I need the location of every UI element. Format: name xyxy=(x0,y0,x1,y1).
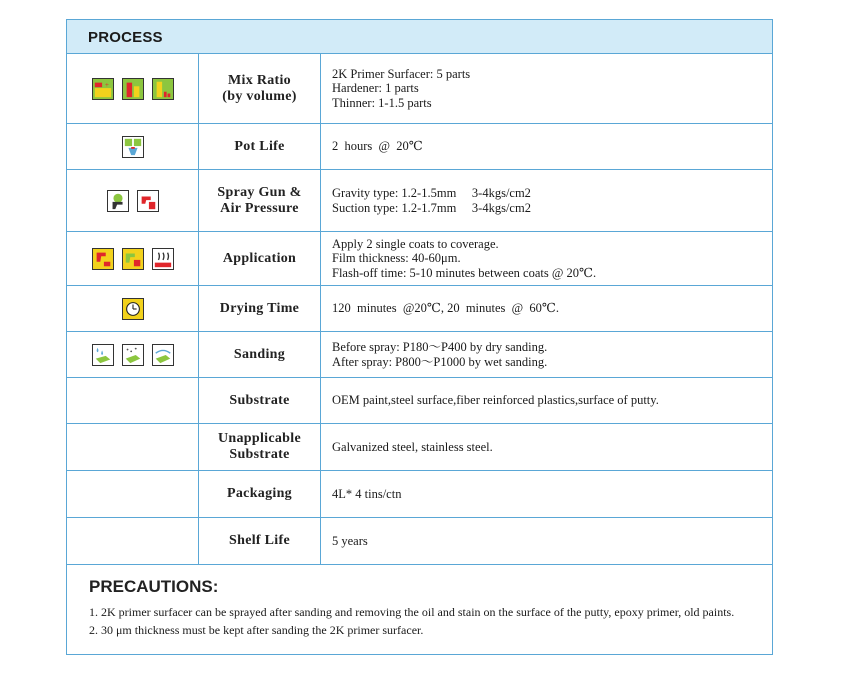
process-row xyxy=(67,232,772,286)
row-label xyxy=(199,424,321,470)
mix-ratio-hardener-icon xyxy=(122,78,144,100)
row-value-line: Apply 2 single coats to coverage. xyxy=(332,236,499,251)
row-value-line: Gravity type: 1.2-1.5mm 3-4kgs/cm2 xyxy=(332,186,531,200)
process-row xyxy=(67,286,772,332)
process-sheet xyxy=(66,19,773,655)
process-header xyxy=(67,20,772,54)
row-label-line: Spray Gun & xyxy=(217,184,302,200)
mix-ratio-primer-icon xyxy=(92,78,114,100)
row-icon-cell xyxy=(67,54,199,123)
film-thickness-icon xyxy=(122,248,144,270)
row-value-line: Before spray: P180～P400 by dry sanding. xyxy=(332,340,548,354)
row-value-line: Suction type: 1.2-1.7mm 3-4kgs/cm2 xyxy=(332,200,531,215)
row-label-line: Substrate xyxy=(229,392,290,408)
row-label-line: Shelf Life xyxy=(229,533,290,548)
row-label-line: Application xyxy=(222,250,297,266)
row-icon-cell xyxy=(67,424,199,470)
row-icon-cell xyxy=(67,518,199,564)
row-value xyxy=(321,54,772,123)
row-label xyxy=(199,471,321,517)
row-value-line: Hardener: 1 parts xyxy=(332,81,419,96)
pot-life-icon xyxy=(122,136,144,158)
svg-text:+: + xyxy=(104,80,109,89)
row-label xyxy=(199,286,321,331)
clock-icon xyxy=(122,298,144,320)
row-value-line: 2K Primer Surfacer: 5 parts xyxy=(332,66,471,81)
process-row xyxy=(67,124,772,170)
process-row xyxy=(67,471,772,518)
row-value xyxy=(321,332,772,377)
flash-off-icon xyxy=(152,248,174,270)
row-label-line: Packaging xyxy=(227,486,292,501)
row-value-line: 4L* 4 tins/ctn xyxy=(332,486,402,501)
row-label xyxy=(199,54,321,123)
row-label xyxy=(199,232,321,285)
dry-sanding-icon xyxy=(122,344,144,366)
wet-sanding-icon xyxy=(92,344,114,366)
row-label-line: Substrate xyxy=(229,447,290,462)
precautions-title: PRECAUTIONS: xyxy=(89,577,219,596)
hand-sanding-icon xyxy=(152,344,174,366)
row-icon-cell xyxy=(67,124,199,169)
row-label-line: Mix Ratio xyxy=(228,72,291,88)
row-icon-cell xyxy=(67,378,199,423)
row-label-line: Unapplicable xyxy=(218,431,301,446)
row-value xyxy=(321,170,772,231)
coats-icon xyxy=(92,248,114,270)
precaution-item-2: 2. 30 μm thickness must be kept after sanding the 2K primer surfacer. xyxy=(89,623,424,637)
row-label-line: (by volume) xyxy=(222,88,297,104)
mix-ratio-thinner-icon xyxy=(152,78,174,100)
row-value-line: After spray: P800～P1000 by wet sanding. xyxy=(332,354,548,369)
precautions-section xyxy=(67,565,772,655)
row-label-line: Pot Life xyxy=(234,138,285,154)
row-value-line: 2 hours @ 20℃ xyxy=(332,139,423,154)
row-icon-cell xyxy=(67,286,199,331)
process-title: PROCESS xyxy=(88,29,163,46)
row-icon-cell xyxy=(67,170,199,231)
row-value-line: Thinner: 1-1.5 parts xyxy=(332,95,432,110)
row-value-line: Galvanized steel, stainless steel. xyxy=(332,439,493,454)
gravity-spray-gun-icon xyxy=(107,190,129,212)
row-label xyxy=(199,124,321,169)
row-label xyxy=(199,378,321,423)
row-value xyxy=(321,518,772,564)
process-row xyxy=(67,424,772,471)
row-value-line: 120 minutes @20℃, 20 minutes @ 60℃. xyxy=(332,301,560,316)
row-label-line: Sanding xyxy=(233,346,286,362)
row-value xyxy=(321,424,772,470)
row-label-line: Air Pressure xyxy=(220,200,299,216)
row-icon-cell xyxy=(67,332,199,377)
row-icon-cell xyxy=(67,232,199,285)
row-value xyxy=(321,124,772,169)
row-value xyxy=(321,286,772,331)
row-value xyxy=(321,378,772,423)
row-value-line: Film thickness: 40-60μm. xyxy=(332,251,461,266)
process-row xyxy=(67,378,772,424)
process-row xyxy=(67,332,772,378)
row-value-line: OEM paint,steel surface,fiber reinforced plastics,surface of putty. xyxy=(332,393,659,408)
row-label xyxy=(199,332,321,377)
row-value xyxy=(321,471,772,517)
row-label xyxy=(199,170,321,231)
row-label-line: Drying Time xyxy=(219,300,300,316)
suction-spray-gun-icon xyxy=(137,190,159,212)
row-label xyxy=(199,518,321,564)
process-row xyxy=(67,54,772,124)
row-value-line: Flash-off time: 5-10 minutes between coats @ 20℃. xyxy=(332,265,597,280)
precaution-item-1: 1. 2K primer surfacer can be sprayed after sanding and removing the oil and stain on the surface of the putty, epoxy primer, old paints. xyxy=(89,605,735,619)
process-row xyxy=(67,170,772,232)
process-row xyxy=(67,518,772,565)
row-icon-cell xyxy=(67,471,199,517)
row-value-line: 5 years xyxy=(332,533,368,548)
row-value xyxy=(321,232,772,285)
